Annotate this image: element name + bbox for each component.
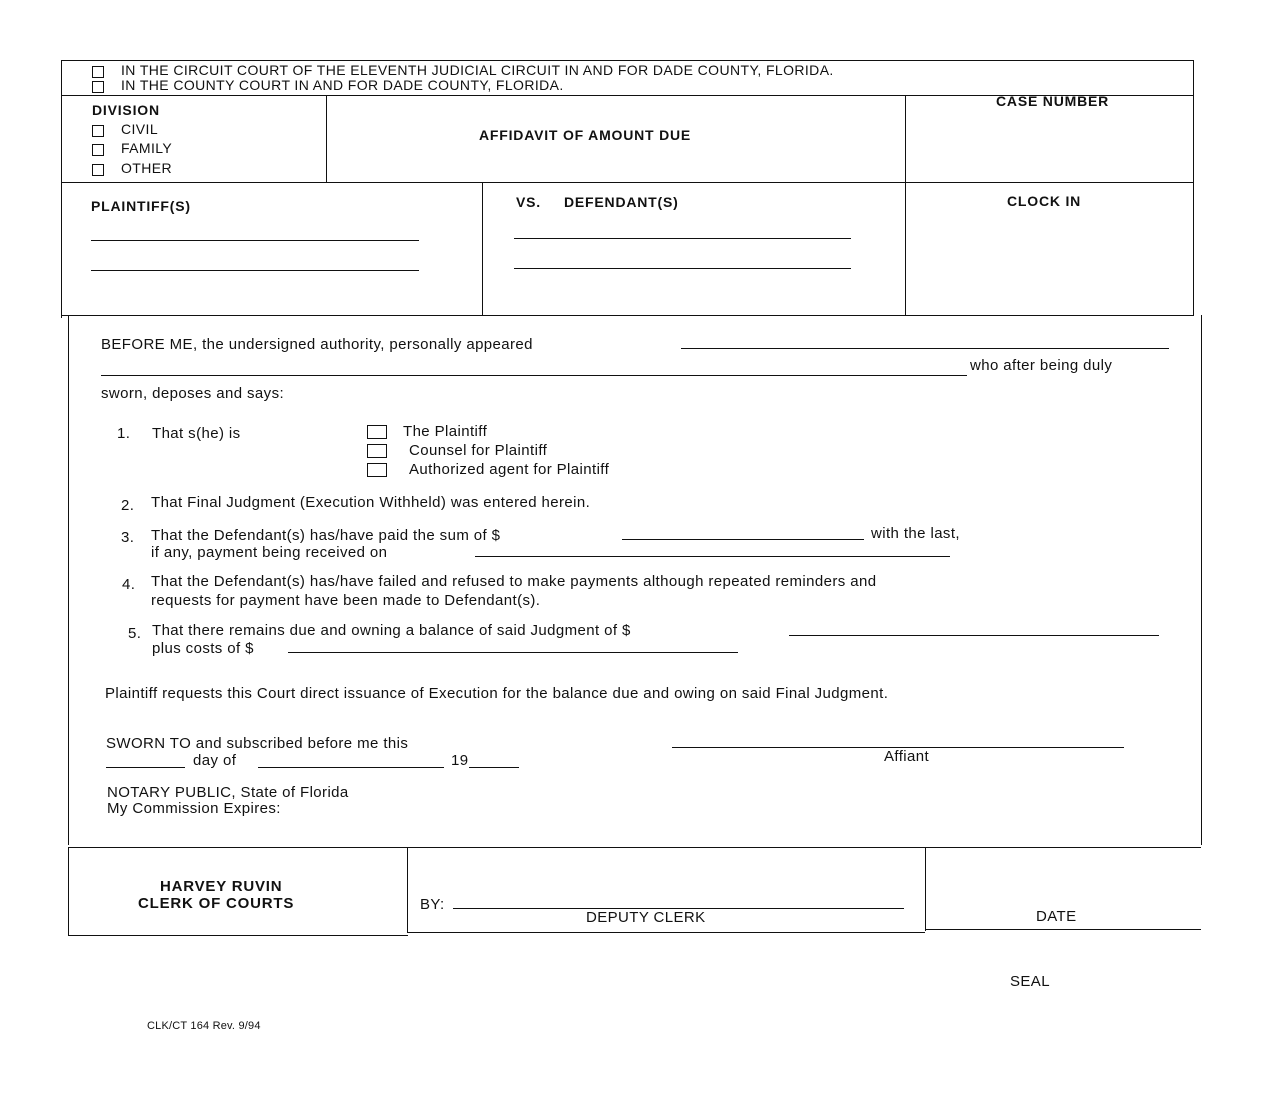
division-label: DIVISION	[92, 102, 160, 118]
defendants-label: DEFENDANT(S)	[564, 194, 679, 210]
commission-text: My Commission Expires:	[107, 800, 281, 817]
notary-text: NOTARY PUBLIC, State of Florida	[107, 784, 349, 801]
plaintiff-line-1[interactable]	[91, 240, 419, 241]
costs-field[interactable]	[288, 652, 738, 653]
item3-number: 3.	[121, 529, 135, 546]
circuit-court-checkbox[interactable]	[92, 66, 104, 78]
day-field[interactable]	[106, 767, 185, 768]
other-checkbox[interactable]	[92, 164, 104, 176]
request-text: Plaintiff requests this Court direct issuance of Execution for the balance due and owing on said Final Judgment.	[105, 685, 889, 702]
item5-text-a: That there remains due and owning a balance of said Judgment of $	[152, 622, 631, 639]
deputy-clerk-label: DEPUTY CLERK	[586, 909, 706, 926]
clock-in-label: CLOCK IN	[1007, 193, 1082, 209]
civil-checkbox[interactable]	[92, 125, 104, 137]
item4-text-b: requests for payment have been made to Defendant(s).	[151, 592, 541, 609]
item1-text: That s(he) is	[152, 425, 241, 442]
item1-number: 1.	[117, 425, 131, 442]
paid-sum-field[interactable]	[622, 539, 864, 540]
date-label: DATE	[1036, 908, 1077, 925]
court-circuit-text: IN THE CIRCUIT COURT OF THE ELEVENTH JUDICIAL CIRCUIT IN AND FOR DADE COUNTY, FLORIDA.	[121, 62, 834, 78]
by-label: BY:	[420, 896, 445, 913]
year-field[interactable]	[469, 767, 519, 768]
item4-text-a: That the Defendant(s) has/have failed and refused to make payments although repeated reminders and	[151, 573, 877, 590]
appeared-name-line[interactable]	[681, 348, 1169, 349]
day-of-text: day of	[193, 752, 237, 769]
balance-field[interactable]	[789, 635, 1159, 636]
appeared-name-line-2[interactable]	[101, 375, 967, 376]
year-prefix: 19	[451, 752, 469, 769]
family-label: FAMILY	[121, 140, 173, 156]
item5-text-b: plus costs of $	[152, 640, 254, 657]
month-field[interactable]	[258, 767, 444, 768]
item4-number: 4.	[122, 576, 136, 593]
seal-label: SEAL	[1010, 973, 1050, 990]
item3-text-a: That the Defendant(s) has/have paid the sum of $	[151, 527, 501, 544]
family-checkbox[interactable]	[92, 144, 104, 156]
before-me-text: BEFORE ME, the undersigned authority, personally appeared	[101, 336, 533, 353]
case-number-label: CASE NUMBER	[996, 93, 1110, 109]
agent-checkbox[interactable]	[367, 463, 387, 477]
agent-label: Authorized agent for Plaintiff	[409, 461, 610, 478]
court-county-text: IN THE COUNTY COURT IN AND FOR DADE COUNTY, FLORIDA.	[121, 77, 564, 93]
defendant-line-1[interactable]	[514, 238, 851, 239]
item5-number: 5.	[128, 625, 142, 642]
the-plaintiff-checkbox[interactable]	[367, 425, 387, 439]
plaintiffs-label: PLAINTIFF(S)	[91, 198, 191, 214]
payment-date-field[interactable]	[475, 556, 950, 557]
civil-label: CIVIL	[121, 121, 159, 137]
other-label: OTHER	[121, 160, 172, 176]
counsel-checkbox[interactable]	[367, 444, 387, 458]
after-sworn-text: who after being duly	[970, 357, 1113, 374]
sworn-to-text: SWORN TO and subscribed before me this	[106, 735, 409, 752]
the-plaintiff-label: The Plaintiff	[403, 423, 488, 440]
affiant-label: Affiant	[884, 748, 930, 765]
defendant-line-2[interactable]	[514, 268, 851, 269]
item3-text-b: with the last,	[871, 525, 960, 542]
form-code: CLK/CT 164 Rev. 9/94	[147, 1020, 261, 1032]
clerk-title: CLERK OF COURTS	[138, 895, 295, 912]
plaintiff-line-2[interactable]	[91, 270, 419, 271]
vs-label: VS.	[516, 194, 541, 210]
county-court-checkbox[interactable]	[92, 81, 104, 93]
item3-text-c: if any, payment being received on	[151, 544, 388, 561]
counsel-label: Counsel for Plaintiff	[409, 442, 548, 459]
form-title: AFFIDAVIT OF AMOUNT DUE	[479, 127, 692, 143]
clerk-name: HARVEY RUVIN	[160, 878, 283, 895]
item2-text: That Final Judgment (Execution Withheld) was entered herein.	[151, 494, 591, 511]
sworn-text: sworn, deposes and says:	[101, 385, 285, 402]
item2-number: 2.	[121, 497, 135, 514]
